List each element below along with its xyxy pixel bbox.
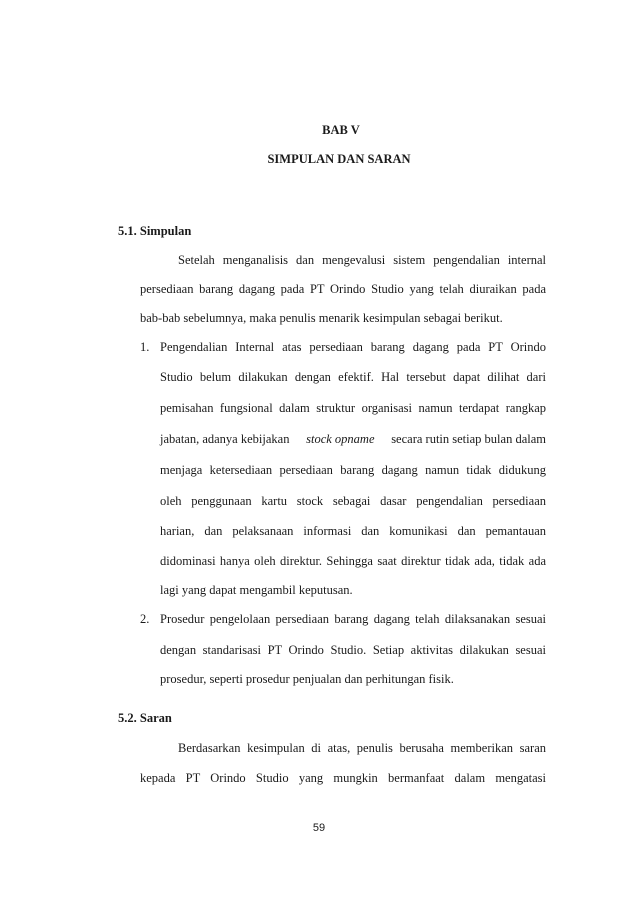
list-item-line: pemisahan fungsional dalam struktur organisasi namun terdapat rangkap — [160, 401, 546, 415]
text-segment: secara rutin setiap bulan dalam — [391, 432, 546, 446]
chapter-number: BAB V — [322, 123, 360, 137]
paragraph-line: Berdasarkan kesimpulan di atas, penulis berusaha memberikan saran — [178, 741, 546, 755]
list-item-line: didominasi hanya oleh direktur. Sehingga saat direktur tidak ada, tidak ada — [160, 554, 546, 568]
text-segment: jabatan, adanya kebijakan — [160, 432, 290, 446]
paragraph-line: kepada PT Orindo Studio yang mungkin bermanfaat dalam mengatasi — [140, 771, 546, 785]
list-item-line: oleh penggunaan kartu stock sebagai dasar pengendalian persediaan — [160, 494, 546, 508]
list-item-line: prosedur, seperti prosedur penjualan dan perhitungan fisik. — [160, 672, 454, 686]
italic-term: stock opname — [306, 432, 375, 446]
list-item-line — [160, 432, 546, 447]
page-number: 59 — [312, 822, 326, 834]
list-item-line: harian, dan pelaksanaan informasi dan komunikasi dan pemantauan — [160, 524, 546, 538]
list-item-line: Prosedur pengelolaan persediaan barang dagang telah dilaksanakan sesuai — [160, 612, 546, 626]
chapter-title: SIMPULAN DAN SARAN — [267, 152, 411, 166]
paragraph-line: persediaan barang dagang pada PT Orindo Studio yang telah diuraikan pada — [140, 282, 546, 296]
list-item-line: Studio belum dilakukan dengan efektif. Hal tersebut dapat dilihat dari — [160, 370, 546, 384]
list-number: 2. — [140, 612, 150, 626]
section-title-simpulan: 5.1. Simpulan — [118, 224, 192, 238]
list-item-line: Pengendalian Internal atas persediaan barang dagang pada PT Orindo — [160, 340, 546, 354]
paragraph-line: bab-bab sebelumnya, maka penulis menarik kesimpulan sebagai berikut. — [140, 311, 503, 325]
list-item-line: dengan standarisasi PT Orindo Studio. Setiap aktivitas dilakukan sesuai — [160, 643, 546, 657]
paragraph-line: Setelah menganalisis dan mengevalusi sistem pengendalian internal — [178, 253, 546, 267]
list-number: 1. — [140, 340, 150, 354]
list-item-line: menjaga ketersediaan persediaan barang dagang namun tidak didukung — [160, 463, 546, 477]
list-item-line: lagi yang dapat mengambil keputusan. — [160, 583, 353, 597]
section-title-saran: 5.2. Saran — [118, 711, 172, 725]
